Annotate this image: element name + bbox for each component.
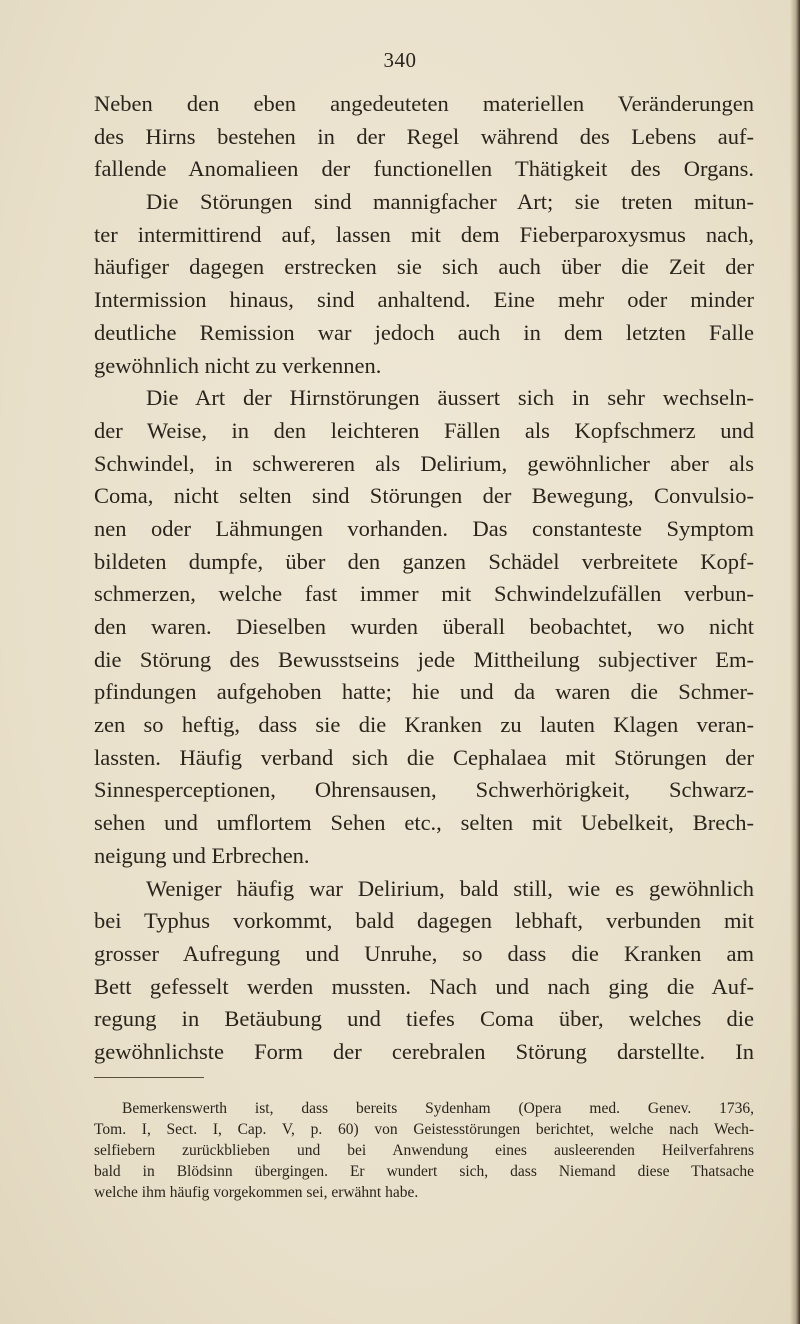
text-line: bildeten dumpfe, über den ganzen Schädel verbreitete Kopf-: [94, 548, 754, 574]
text-line: Die Art der Hirnstörungen äussert sich in sehr wechseln-: [146, 385, 754, 411]
footnote: [94, 1098, 754, 1203]
text-line: des Hirns bestehen in der Regel während des Lebens auf-: [94, 123, 754, 149]
text-line: häufiger dagegen erstrecken sie sich auch über die Zeit der: [94, 254, 754, 280]
page-edge-shadow: [790, 0, 800, 1324]
text-line: fallende Anomalieen der functionellen Thätigkeit des Organs.: [94, 156, 754, 182]
footnote-line: bald in Blödsinn übergingen. Er wundert sich, dass Niemand diese Thatsache: [94, 1163, 754, 1180]
text-line: schmerzen, welche fast immer mit Schwindelzufällen verbun-: [94, 581, 754, 607]
text-line: deutliche Remission war jedoch auch in dem letzten Falle: [94, 319, 754, 345]
footnote-line: Bemerkenswerth ist, dass bereits Sydenham (Opera med. Genev. 1736,: [122, 1100, 754, 1117]
text-line: sehen und umflortem Sehen etc., selten mit Uebelkeit, Brech-: [94, 810, 754, 836]
text-line: bei Typhus vorkommt, bald dagegen lebhaft, verbunden mit: [94, 908, 754, 934]
text-line: pfindungen aufgehoben hatte; hie und da waren die Schmer-: [94, 679, 754, 705]
footnote-divider: [94, 1077, 204, 1078]
text-line: den waren. Dieselben wurden überall beobachtet, wo nicht: [94, 614, 754, 639]
footnote-line: Tom. I, Sect. I, Cap. V, p. 60) von Geistesstörungen berichtet, welche nach Wech-: [94, 1121, 754, 1138]
text-line: Die Störungen sind mannigfacher Art; sie treten mitun-: [146, 189, 754, 215]
text-line: regung in Betäubung und tiefes Coma über, welches die: [94, 1006, 754, 1032]
text-line: grosser Aufregung und Unruhe, so dass die Kranken am: [94, 940, 754, 966]
text-line: lassten. Häufig verband sich die Cephalaea mit Störungen der: [94, 744, 754, 770]
text-line: nen oder Lähmungen vorhanden. Das constanteste Symptom: [94, 515, 754, 541]
text-line: die Störung des Bewusstseins jede Mittheilung subjectiver Em-: [94, 646, 754, 672]
text-line: Neben den eben angedeuteten materiellen Veränderungen: [94, 91, 754, 116]
text-line: Coma, nicht selten sind Störungen der Bewegung, Convulsio-: [94, 483, 754, 509]
text-line: gewöhnlich nicht zu verkennen.: [94, 352, 382, 378]
text-line: Schwindel, in schwereren als Delirium, gewöhnlicher aber als: [94, 450, 754, 476]
text-line: neigung und Erbrechen.: [94, 842, 310, 868]
body-text: [94, 88, 754, 1069]
footnote-line: selfiebern zurückblieben und bei Anwendung eines ausleerenden Heilverfahrens: [94, 1142, 754, 1159]
text-line: ter intermittirend auf, lassen mit dem Fieberparoxysmus nach,: [94, 221, 754, 247]
text-line: der Weise, in den leichteren Fällen als Kopfschmerz und: [94, 417, 754, 443]
text-line: gewöhnlichste Form der cerebralen Störung darstellte. In: [94, 1038, 754, 1064]
footnote-line: welche ihm häufig vorgekommen sei, erwähnt habe.: [94, 1184, 419, 1201]
text-line: zen so heftig, dass sie die Kranken zu lauten Klagen veran-: [94, 712, 754, 738]
text-line: Bett gefesselt werden mussten. Nach und nach ging die Auf-: [94, 973, 754, 999]
text-line: Sinnesperceptionen, Ohrensausen, Schwerhörigkeit, Schwarz-: [94, 777, 754, 803]
text-line: Weniger häufig war Delirium, bald still, wie es gewöhnlich: [146, 875, 754, 901]
text-line: Intermission hinaus, sind anhaltend. Eine mehr oder minder: [94, 287, 754, 313]
page-number: 340: [383, 48, 417, 72]
